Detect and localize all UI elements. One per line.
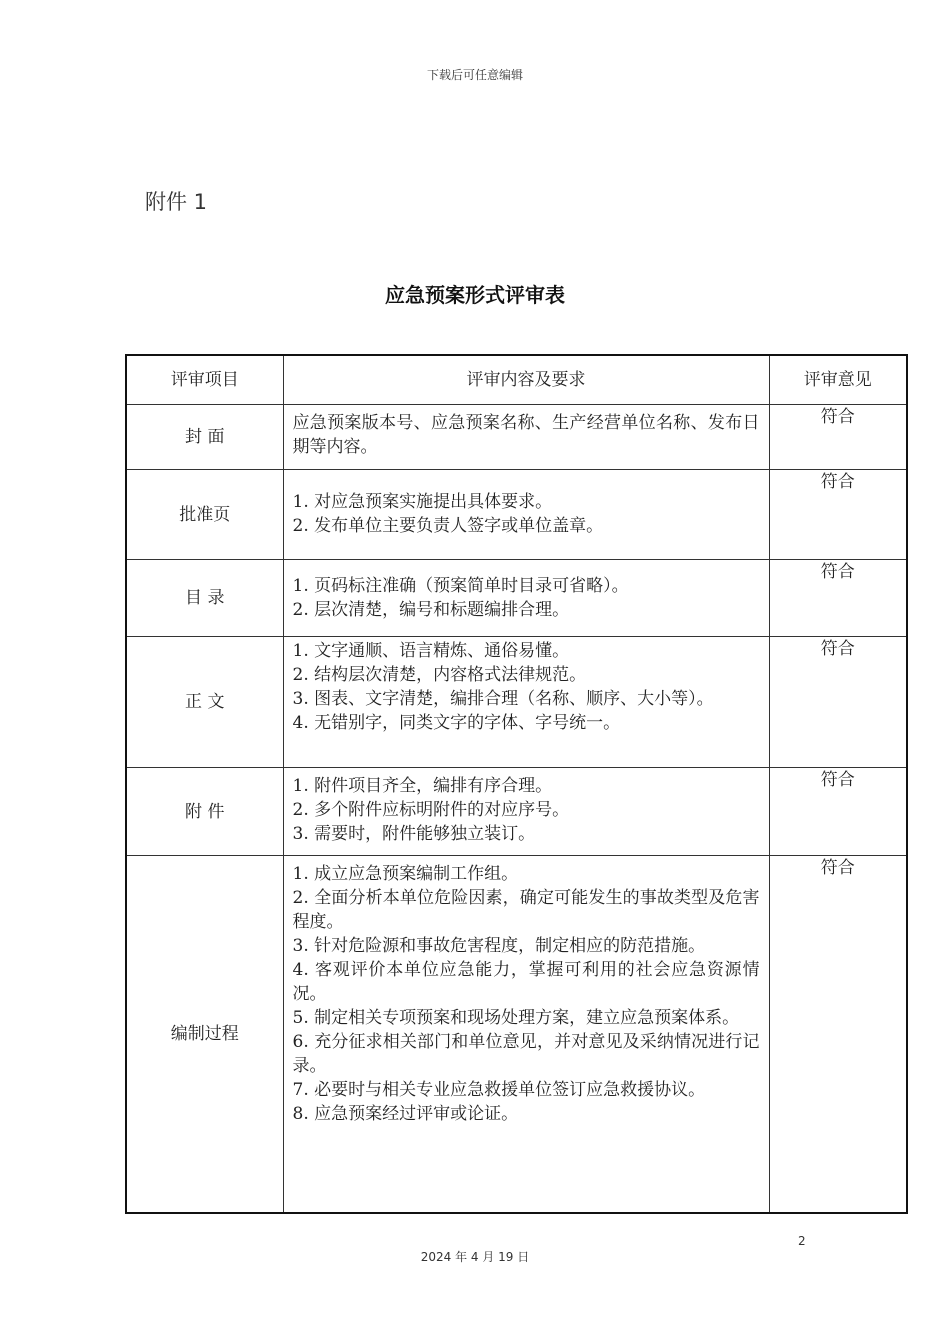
content-line: 2. 全面分析本单位危险因素，确定可能发生的事故类型及危害程度。: [292, 888, 760, 932]
header-note: 下载后可任意编辑: [426, 68, 523, 82]
header-opinion: 评审意见: [769, 355, 907, 405]
table-row: [126, 560, 907, 637]
content-line: 2. 多个附件应标明附件的对应序号。: [292, 800, 570, 820]
row-item: 批准页: [126, 470, 283, 560]
content-line: 4. 无错别字，同类文字的字体、字号统一。: [292, 713, 621, 733]
table-row: [126, 768, 907, 856]
row-opinion: 符合: [769, 560, 907, 637]
content-line: 应急预案版本号、应急预案名称、生产经营单位名称、发布日期等内容。: [292, 413, 760, 457]
content-line: 2. 层次清楚，编号和标题编排合理。: [292, 600, 570, 620]
content-line: 7. 必要时与相关专业应急救援单位签订应急救援协议。: [292, 1080, 706, 1100]
content-line: 8. 应急预案经过评审或论证。: [292, 1104, 519, 1124]
content-line: 6. 充分征求相关部门和单位意见，并对意见及采纳情况进行记录。: [292, 1032, 760, 1076]
row-content: [283, 856, 769, 1213]
content-line: 1. 成立应急预案编制工作组。: [292, 864, 519, 884]
row-opinion: 符合: [769, 856, 907, 1213]
row-opinion: 符合: [769, 405, 907, 470]
header-item: 评审项目: [126, 355, 283, 405]
review-table: [125, 354, 908, 1214]
row-opinion: 符合: [769, 470, 907, 560]
content-line: 5. 制定相关专项预案和现场处理方案，建立应急预案体系。: [292, 1008, 740, 1028]
row-item: 编制过程: [126, 856, 283, 1213]
row-content: [283, 560, 769, 637]
table-row: [126, 405, 907, 470]
row-content: [283, 405, 769, 470]
content-line: 1. 页码标注准确（预案简单时目录可省略）。: [292, 576, 629, 596]
row-opinion: 符合: [769, 768, 907, 856]
table-row: [126, 856, 907, 1213]
content-line: 4. 客观评价本单位应急能力，掌握可利用的社会应急资源情况。: [292, 960, 760, 1004]
table-row: [126, 637, 907, 768]
content-line: 2. 发布单位主要负责人签字或单位盖章。: [292, 516, 604, 536]
content-line: 1. 附件项目齐全，编排有序合理。: [292, 776, 553, 796]
footer-date: 2024 年 4 月 19 日: [420, 1250, 530, 1264]
table-header-row: [126, 355, 907, 405]
content-line: 2. 结构层次清楚，内容格式法律规范。: [292, 665, 587, 685]
row-content: [283, 768, 769, 856]
row-item: 正 文: [126, 637, 283, 768]
content-line: 3. 图表、文字清楚，编排合理（名称、顺序、大小等）。: [292, 689, 714, 709]
row-opinion: 符合: [769, 637, 907, 768]
row-item: 目 录: [126, 560, 283, 637]
row-item: 封 面: [126, 405, 283, 470]
content-line: 3. 针对危险源和事故危害程度，制定相应的防范措施。: [292, 936, 706, 956]
table-row: [126, 470, 907, 560]
attachment-label: 附件 1: [145, 190, 208, 214]
content-line: 1. 对应急预案实施提出具体要求。: [292, 492, 553, 512]
row-item: 附 件: [126, 768, 283, 856]
page-number: 2: [798, 1234, 806, 1248]
content-line: 1. 文字通顺、语言精炼、通俗易懂。: [292, 641, 570, 661]
content-line: 3. 需要时，附件能够独立装订。: [292, 824, 536, 844]
document-title: 应急预案形式评审表: [385, 283, 565, 307]
header-content: 评审内容及要求: [283, 355, 769, 405]
row-content: [283, 470, 769, 560]
row-content: [283, 637, 769, 768]
